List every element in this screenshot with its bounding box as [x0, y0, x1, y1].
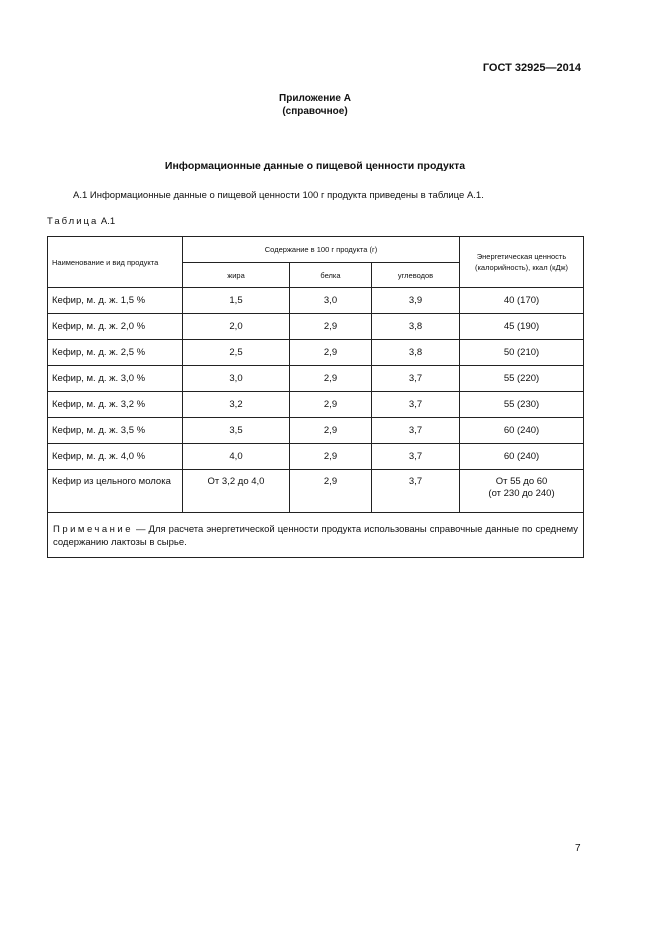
cell-fat: 2,5 [183, 340, 290, 366]
cell-name: Кефир, м. д. ж. 3,0 % [48, 366, 183, 392]
standard-code: ГОСТ 32925—2014 [482, 62, 581, 74]
cell-energy [460, 470, 584, 513]
cell-carbs: 3,7 [372, 392, 460, 418]
appendix-title-block [0, 92, 630, 118]
table-note [48, 513, 584, 558]
cell-name: Кефир, м. д. ж. 2,5 % [48, 340, 183, 366]
table-row [48, 444, 584, 470]
cell-carbs: 3,7 [372, 366, 460, 392]
intro-paragraph: А.1 Информационные данные о пищевой ценности 100 г продукта приведены в таблице А.1. [73, 190, 484, 201]
cell-carbs: 3,8 [372, 340, 460, 366]
header-energy: Энергетическая ценность (калорийность), ккал (кДж) [460, 237, 584, 288]
cell-fat: 1,5 [183, 288, 290, 314]
header-content: Содержание в 100 г продукта (г) [183, 237, 460, 263]
energy-line-2: (от 230 до 240) [488, 488, 555, 499]
cell-carbs: 3,7 [372, 418, 460, 444]
energy-line-1: От 55 до 60 [495, 476, 548, 487]
cell-carbs: 3,8 [372, 314, 460, 340]
table-row [48, 340, 584, 366]
cell-fat: 3,0 [183, 366, 290, 392]
cell-protein: 2,9 [290, 314, 372, 340]
note-row [48, 513, 584, 558]
cell-carbs: 3,9 [372, 288, 460, 314]
cell-carbs: 3,7 [372, 470, 460, 513]
table-row [48, 366, 584, 392]
nutrition-table [47, 236, 584, 558]
page-number: 7 [575, 843, 581, 854]
cell-fat: 3,5 [183, 418, 290, 444]
cell-energy: 45 (190) [460, 314, 584, 340]
cell-name: Кефир, м. д. ж. 3,2 % [48, 392, 183, 418]
appendix-title: Приложение А [279, 93, 351, 104]
cell-fat: 4,0 [183, 444, 290, 470]
table-row [48, 418, 584, 444]
note-text: — Для расчета энергетической ценности продукта использованы справочные данные по среднему содержанию лактозы в сырье. [53, 524, 579, 548]
table-row [48, 314, 584, 340]
cell-protein: 2,9 [290, 444, 372, 470]
table-label [47, 216, 115, 227]
cell-fat: 3,2 [183, 392, 290, 418]
cell-name: Кефир, м. д. ж. 1,5 % [48, 288, 183, 314]
header-protein: белка [290, 263, 372, 288]
cell-energy: 55 (230) [460, 392, 584, 418]
cell-carbs: 3,7 [372, 444, 460, 470]
cell-protein: 2,9 [290, 418, 372, 444]
header-fat: жира [183, 263, 290, 288]
cell-protein: 2,9 [290, 366, 372, 392]
cell-name: Кефир из цельного молока [48, 470, 183, 513]
cell-name: Кефир, м. д. ж. 4,0 % [48, 444, 183, 470]
cell-fat: 2,0 [183, 314, 290, 340]
table-label-word: Таблица [47, 216, 99, 227]
cell-name: Кефир, м. д. ж. 3,5 % [48, 418, 183, 444]
cell-energy: 50 (210) [460, 340, 584, 366]
cell-name: Кефир, м. д. ж. 2,0 % [48, 314, 183, 340]
table-row [48, 392, 584, 418]
cell-fat: От 3,2 до 4,0 [183, 470, 290, 513]
cell-energy: 55 (220) [460, 366, 584, 392]
cell-protein: 3,0 [290, 288, 372, 314]
header-carbs: углеводов [372, 263, 460, 288]
cell-protein: 2,9 [290, 340, 372, 366]
table-label-number: А.1 [100, 216, 116, 227]
cell-energy: 40 (170) [460, 288, 584, 314]
table-row [48, 288, 584, 314]
section-heading: Информационные данные о пищевой ценности продукта [164, 160, 466, 172]
table-row [48, 470, 584, 513]
cell-protein: 2,9 [290, 392, 372, 418]
header-product-name: Наименование и вид продукта [48, 237, 183, 288]
cell-energy: 60 (240) [460, 418, 584, 444]
appendix-subtitle: (справочное) [282, 106, 348, 117]
cell-protein: 2,9 [290, 470, 372, 513]
cell-energy: 60 (240) [460, 444, 584, 470]
note-label: Примечание [53, 524, 133, 535]
